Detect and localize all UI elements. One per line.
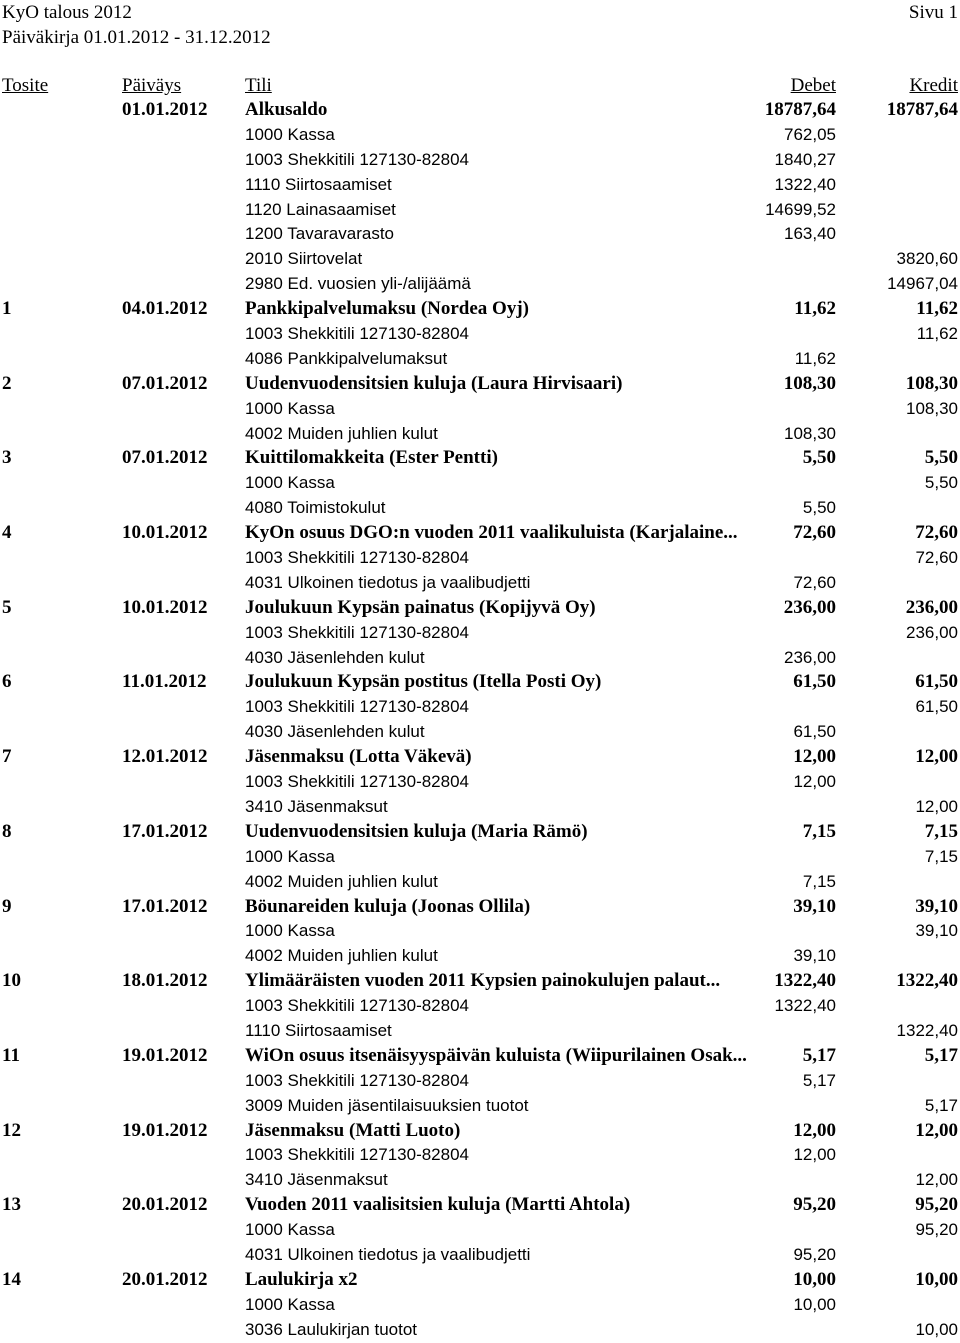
entry-date: 01.01.2012 [122, 99, 208, 120]
journal-entry-row [0, 820, 960, 845]
entry-debet: 12,00 [793, 746, 836, 768]
report-subtitle: Päiväkirja 01.01.2012 - 31.12.2012 [2, 27, 271, 48]
header-line-2 [2, 25, 958, 50]
entry-kredit: 61,50 [915, 671, 958, 693]
line-debet: 1322,40 [774, 996, 836, 1016]
account-line-row [0, 994, 960, 1019]
column-header-kredit: Kredit [909, 75, 958, 96]
account-line-row [0, 621, 960, 646]
journal-entry-row [0, 446, 960, 471]
account-name: 1200 Tavaravarasto [245, 224, 395, 244]
entry-debet: 12,00 [793, 1119, 836, 1141]
line-debet: 72,60 [793, 572, 836, 592]
account-name: 1003 Shekkitili 127130-82804 [245, 1145, 470, 1165]
entry-date: 17.01.2012 [122, 820, 208, 842]
account-line-row [0, 870, 960, 895]
line-kredit: 39,10 [915, 921, 958, 941]
journal-entry-row [0, 1268, 960, 1293]
line-debet: 10,00 [793, 1294, 836, 1314]
line-kredit: 12,00 [915, 1170, 958, 1190]
entry-date: 18.01.2012 [122, 970, 208, 992]
line-debet: 1840,27 [774, 149, 836, 169]
entry-date: 19.01.2012 [122, 1044, 208, 1066]
account-name: 4002 Muiden juhlien kulut [245, 423, 438, 443]
voucher-number: 13 [2, 1194, 21, 1216]
account-name: 1000 Kassa [245, 1220, 335, 1240]
entry-debet: 11,62 [794, 298, 836, 320]
journal-entry-row [0, 596, 960, 621]
account-line-row [0, 123, 960, 148]
account-line-row [0, 471, 960, 496]
report-title: KyO talous 2012 [2, 2, 132, 23]
account-line-row [0, 1019, 960, 1044]
account-line-row [0, 247, 960, 272]
account-line-row [0, 795, 960, 820]
line-debet: 7,15 [802, 871, 836, 891]
entry-kredit: 18787,64 [886, 99, 958, 120]
account-line-row [0, 222, 960, 247]
entry-kredit: 12,00 [915, 1119, 958, 1141]
line-debet: 95,20 [793, 1244, 836, 1264]
line-kredit: 5,50 [924, 473, 958, 493]
account-line-row [0, 546, 960, 571]
entry-debet: 1322,40 [774, 970, 836, 992]
entry-date: 10.01.2012 [122, 522, 208, 544]
account-name: 1003 Shekkitili 127130-82804 [245, 324, 470, 344]
voucher-number: 9 [2, 895, 12, 917]
account-name: 4030 Jäsenlehden kulut [245, 647, 425, 667]
line-kredit: 5,17 [924, 1095, 958, 1115]
column-headers [2, 73, 958, 98]
account-line-row [0, 1243, 960, 1268]
journal-entry-row [0, 1044, 960, 1069]
entry-debet: 236,00 [783, 596, 836, 618]
account-line-row [0, 148, 960, 173]
entry-date: 20.01.2012 [122, 1194, 208, 1216]
journal-entry-row [0, 745, 960, 770]
line-debet: 5,50 [802, 498, 836, 518]
line-debet: 236,00 [784, 647, 836, 667]
entry-debet: 7,15 [802, 820, 836, 842]
journal-entry-row [0, 98, 960, 123]
account-line-row [0, 1143, 960, 1168]
entry-date: 07.01.2012 [122, 372, 208, 394]
line-debet: 12,00 [793, 1145, 836, 1165]
account-name: 4002 Muiden juhlien kulut [245, 946, 438, 966]
entry-kredit: 108,30 [905, 372, 958, 394]
entry-description: Pankkipalvelumaksu (Nordea Oyj) [245, 298, 529, 320]
line-kredit: 61,50 [915, 697, 958, 717]
entry-kredit: 236,00 [905, 596, 958, 618]
account-name: 1000 Kassa [245, 124, 335, 144]
account-line-row [0, 646, 960, 671]
entry-description: Jäsenmaksu (Lotta Väkevä) [245, 746, 472, 768]
entry-description: Joulukuun Kypsän postitus (Itella Posti Oy) [245, 671, 602, 693]
account-line-row [0, 919, 960, 944]
entry-description: Uudenvuodensitsien kuluja (Laura Hirvisaari) [245, 372, 623, 394]
account-line-row [0, 1218, 960, 1243]
entry-kredit: 5,17 [924, 1044, 958, 1066]
voucher-number: 4 [2, 522, 12, 544]
journal-rows [0, 98, 960, 1343]
account-name: 1000 Kassa [245, 1294, 335, 1314]
voucher-number: 7 [2, 746, 12, 768]
entry-debet: 108,30 [783, 372, 836, 394]
account-line-row [0, 198, 960, 223]
entry-debet: 5,50 [802, 447, 836, 469]
account-name: 3410 Jäsenmaksut [245, 1170, 388, 1190]
entry-date: 20.01.2012 [122, 1268, 208, 1290]
account-name: 1000 Kassa [245, 398, 335, 418]
entry-date: 11.01.2012 [122, 671, 207, 693]
line-kredit: 10,00 [915, 1319, 958, 1339]
voucher-number: 2 [2, 372, 12, 394]
entry-description: Alkusaldo [245, 99, 328, 120]
entry-date: 12.01.2012 [122, 746, 208, 768]
line-kredit: 7,15 [924, 846, 958, 866]
line-kredit: 108,30 [906, 398, 958, 418]
voucher-number: 14 [2, 1268, 21, 1290]
entry-date: 04.01.2012 [122, 298, 208, 320]
account-name: 1003 Shekkitili 127130-82804 [245, 548, 470, 568]
line-debet: 39,10 [793, 946, 836, 966]
journal-entry-row [0, 969, 960, 994]
account-name: 1120 Lainasaamiset [245, 199, 396, 219]
account-line-row [0, 720, 960, 745]
account-line-row [0, 1168, 960, 1193]
account-line-row [0, 1318, 960, 1343]
entry-description: Böunareiden kuluja (Joonas Ollila) [245, 895, 531, 917]
account-name: 1000 Kassa [245, 473, 335, 493]
voucher-number: 6 [2, 671, 12, 693]
entry-kredit: 1322,40 [896, 970, 958, 992]
account-name: 4031 Ulkoinen tiedotus ja vaalibudjetti [245, 572, 531, 592]
entry-description: Kuittilomakkeita (Ester Pentti) [245, 447, 498, 469]
account-line-row [0, 322, 960, 347]
account-line-row [0, 422, 960, 447]
line-kredit: 14967,04 [887, 274, 958, 294]
entry-kredit: 39,10 [915, 895, 958, 917]
entry-description: Uudenvuodensitsien kuluja (Maria Rämö) [245, 820, 588, 842]
journal-entry-row [0, 372, 960, 397]
account-name: 4086 Pankkipalvelumaksut [245, 348, 448, 368]
line-debet: 5,17 [802, 1070, 836, 1090]
account-line-row [0, 173, 960, 198]
entry-kredit: 11,62 [916, 298, 958, 320]
entry-date: 17.01.2012 [122, 895, 208, 917]
entry-date: 07.01.2012 [122, 447, 208, 469]
entry-description: KyOn osuus DGO:n vuoden 2011 vaalikuluista (Karjalaine... [245, 522, 738, 544]
account-name: 1110 Siirtosaamiset [245, 1020, 392, 1040]
entry-debet: 5,17 [802, 1044, 836, 1066]
account-line-row [0, 496, 960, 521]
account-name: 2010 Siirtovelat [245, 249, 363, 269]
page-number: Sivu 1 [908, 2, 958, 23]
line-debet: 61,50 [793, 722, 836, 742]
account-line-row [0, 397, 960, 422]
entry-debet: 10,00 [793, 1268, 836, 1290]
line-debet: 11,62 [794, 348, 836, 368]
line-debet: 12,00 [793, 772, 836, 792]
journal-entry-row [0, 895, 960, 920]
account-line-row [0, 347, 960, 372]
line-kredit: 95,20 [915, 1220, 958, 1240]
column-header-paivays: Päiväys [122, 75, 182, 96]
page-header [2, 0, 958, 50]
account-name: 1003 Shekkitili 127130-82804 [245, 622, 470, 642]
account-name: 1003 Shekkitili 127130-82804 [245, 772, 470, 792]
account-name: 4030 Jäsenlehden kulut [245, 722, 425, 742]
voucher-number: 5 [2, 596, 12, 618]
journal-entry-row [0, 1193, 960, 1218]
account-name: 4002 Muiden juhlien kulut [245, 871, 438, 891]
account-line-row [0, 845, 960, 870]
entry-debet: 61,50 [793, 671, 836, 693]
entry-debet: 95,20 [793, 1194, 836, 1216]
voucher-number: 8 [2, 820, 12, 842]
account-line-row [0, 1069, 960, 1094]
line-debet: 762,05 [784, 124, 836, 144]
entry-date: 19.01.2012 [122, 1119, 208, 1141]
entry-kredit: 95,20 [915, 1194, 958, 1216]
account-name: 1003 Shekkitili 127130-82804 [245, 149, 470, 169]
line-kredit: 236,00 [906, 622, 958, 642]
line-debet: 14699,52 [765, 199, 836, 219]
account-line-row [0, 695, 960, 720]
entry-kredit: 72,60 [915, 522, 958, 544]
account-name: 2980 Ed. vuosien yli-/alijäämä [245, 274, 471, 294]
entry-description: WiOn osuus itsenäisyyspäivän kuluista (Wiipurilainen Osak... [245, 1044, 747, 1066]
account-line-row [0, 1094, 960, 1119]
account-name: 1000 Kassa [245, 921, 335, 941]
entry-description: Laulukirja x2 [245, 1268, 358, 1290]
journal-entry-row [0, 297, 960, 322]
voucher-number: 3 [2, 447, 12, 469]
journal-entry-row [0, 521, 960, 546]
account-name: 4080 Toimistokulut [245, 498, 386, 518]
entry-description: Ylimääräisten vuoden 2011 Kypsien painokulujen palaut... [245, 970, 721, 992]
line-kredit: 12,00 [915, 796, 958, 816]
column-header-debet: Debet [790, 75, 836, 96]
account-name: 1003 Shekkitili 127130-82804 [245, 1070, 470, 1090]
entry-kredit: 12,00 [915, 746, 958, 768]
account-name: 3009 Muiden jäsentilaisuuksien tuotot [245, 1095, 529, 1115]
column-header-tosite: Tosite [2, 75, 49, 96]
account-line-row [0, 571, 960, 596]
voucher-number: 1 [2, 298, 12, 320]
account-name: 4031 Ulkoinen tiedotus ja vaalibudjetti [245, 1244, 531, 1264]
account-name: 3036 Laulukirjan tuotot [245, 1319, 418, 1339]
entry-date: 10.01.2012 [122, 596, 208, 618]
account-line-row [0, 272, 960, 297]
header-line-1 [2, 0, 958, 25]
voucher-number: 12 [2, 1119, 21, 1141]
column-header-tili: Tili [245, 75, 272, 96]
account-line-row [0, 770, 960, 795]
entry-debet: 18787,64 [764, 99, 836, 120]
line-kredit: 11,62 [916, 324, 958, 344]
journal-entry-row [0, 670, 960, 695]
account-name: 1003 Shekkitili 127130-82804 [245, 996, 470, 1016]
entry-debet: 39,10 [793, 895, 836, 917]
entry-kredit: 7,15 [924, 820, 958, 842]
voucher-number: 10 [2, 970, 21, 992]
voucher-number: 11 [2, 1044, 20, 1066]
entry-description: Vuoden 2011 vaalisitsien kuluja (Martti Ahtola) [245, 1194, 631, 1216]
line-debet: 1322,40 [774, 174, 836, 194]
account-name: 1000 Kassa [245, 846, 335, 866]
line-kredit: 72,60 [915, 548, 958, 568]
line-debet: 163,40 [784, 224, 836, 244]
line-debet: 108,30 [784, 423, 836, 443]
entry-kredit: 5,50 [924, 447, 958, 469]
entry-debet: 72,60 [793, 522, 836, 544]
entry-description: Joulukuun Kypsän painatus (Kopijyvä Oy) [245, 596, 596, 618]
entry-kredit: 10,00 [915, 1268, 958, 1290]
entry-description: Jäsenmaksu (Matti Luoto) [245, 1119, 461, 1141]
account-name: 1110 Siirtosaamiset [245, 174, 392, 194]
line-kredit: 1322,40 [896, 1020, 958, 1040]
account-line-row [0, 1293, 960, 1318]
line-kredit: 3820,60 [896, 249, 958, 269]
journal-entry-row [0, 1119, 960, 1144]
account-name: 1003 Shekkitili 127130-82804 [245, 697, 470, 717]
account-name: 3410 Jäsenmaksut [245, 796, 388, 816]
account-line-row [0, 944, 960, 969]
